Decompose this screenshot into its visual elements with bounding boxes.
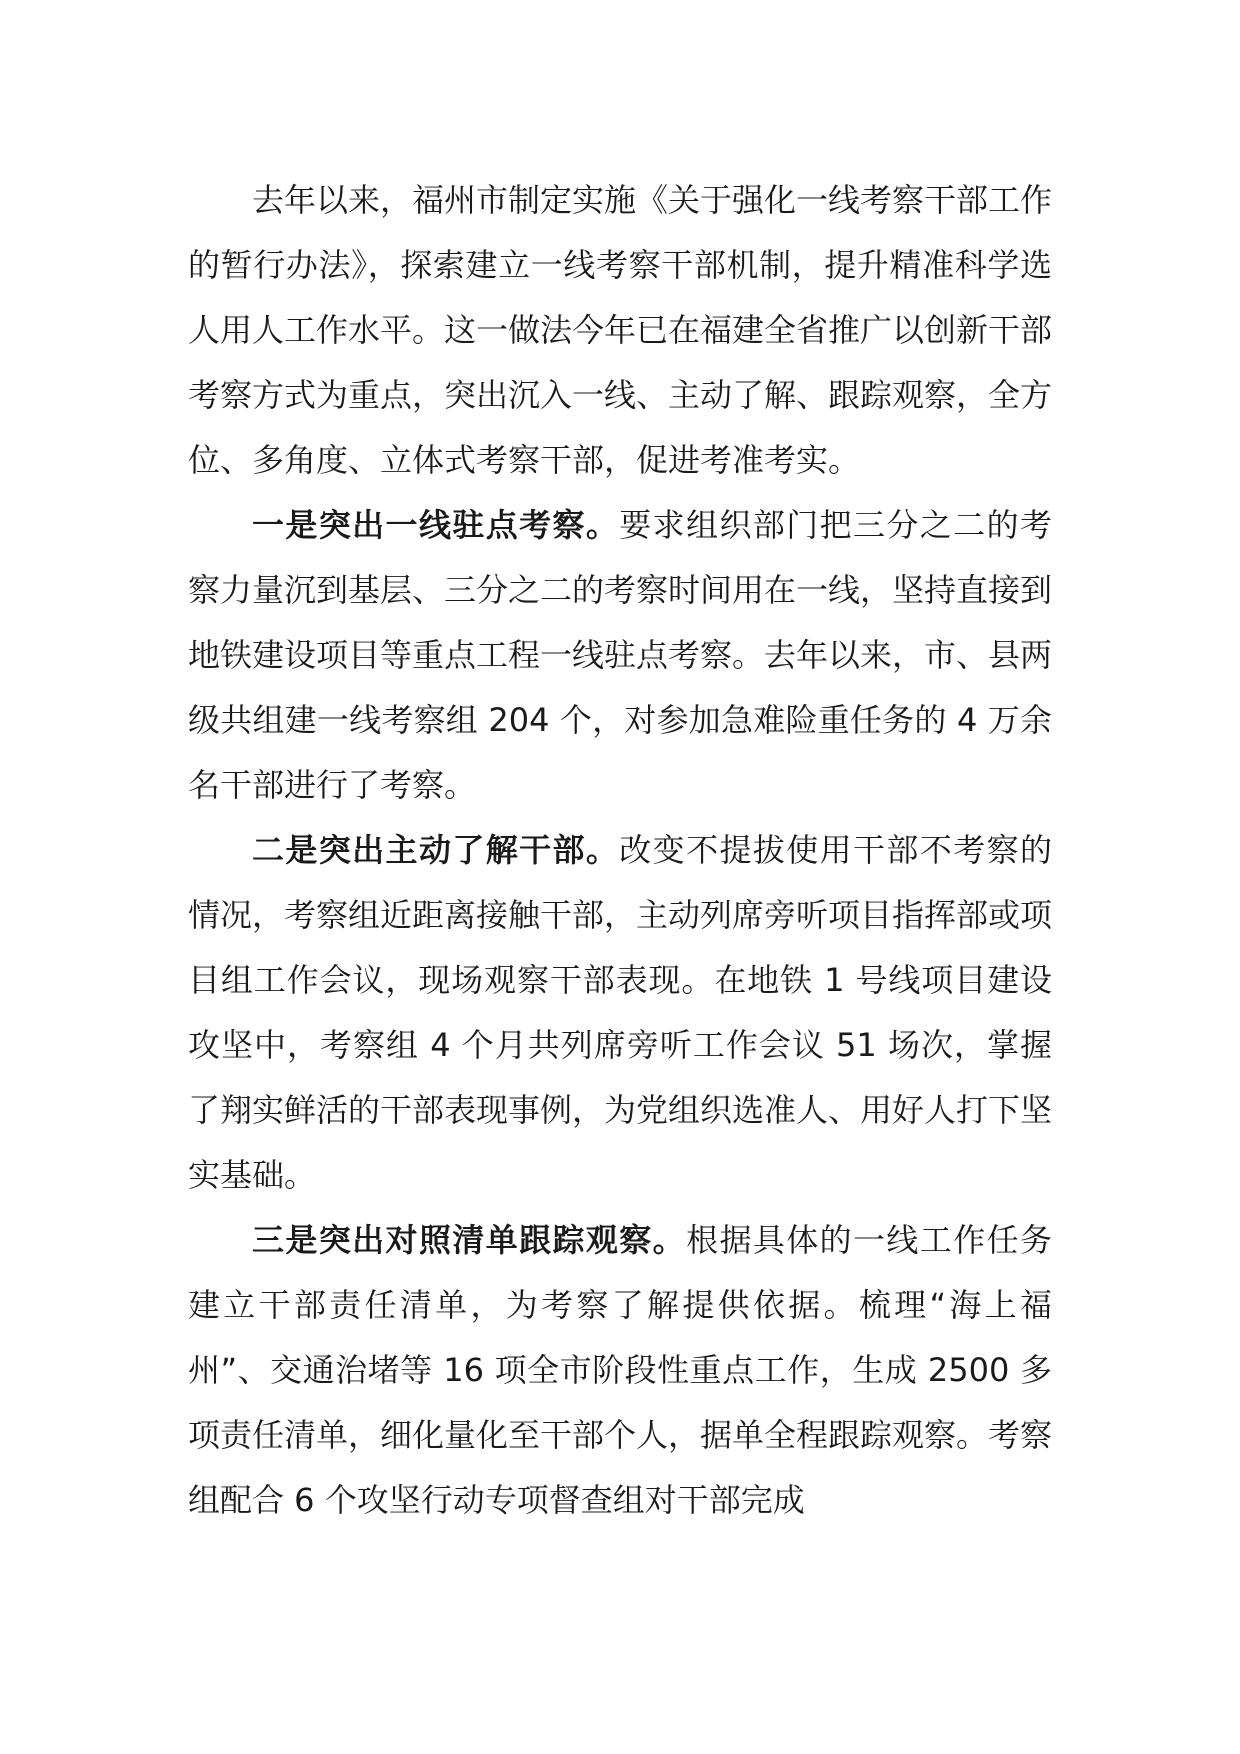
- paragraph-point-one-heading: 一是突出一线驻点考察。: [252, 506, 620, 544]
- paragraph-point-one: [188, 493, 1052, 818]
- paragraph-point-two-heading: 二是突出主动了解干部。: [252, 831, 620, 869]
- paragraph-point-one-text: 要求组织部门把三分之二的考察力量沉到基层、三分之二的考察时间用在一线，坚持直接到地铁建设项目等重点工程一线驻点考察。去年以来，市、县两级共组建一线考察组 204 个，对参加急难险重任务的 4 万余名干部进行了考察。: [188, 506, 1053, 804]
- paragraph-point-two-text: 改变不提拔使用干部不考察的情况，考察组近距离接触干部，主动列席旁听项目指挥部或项目组工作会议，现场观察干部表现。在地铁 1 号线项目建设攻坚中，考察组 4 个月共列席旁听工作会议 51 场次，掌握了翔实鲜活的干部表现事例，为党组织选准人、用好人打下坚实基础。: [188, 831, 1053, 1194]
- paragraph-point-three-text: 根据具体的一线工作任务建立干部责任清单，为考察了解提供依据。梳理“海上福州”、交通治堵等 16 项全市阶段性重点工作，生成 2500 多项责任清单，细化量化至干部个人，据单全程跟踪观察。考察组配合 6 个攻坚行动专项督查组对干部完成: [188, 1221, 1053, 1519]
- paragraph-point-three-heading: 三是突出对照清单跟踪观察。: [252, 1221, 687, 1259]
- paragraph-point-two: [188, 818, 1052, 1208]
- paragraph-intro: [188, 168, 1052, 493]
- document-body: [188, 168, 1052, 1533]
- paragraph-intro-text: 去年以来，福州市制定实施《关于强化一线考察干部工作的暂行办法》，探索建立一线考察干部机制，提升精准科学选人用人工作水平。这一做法今年已在福建全省推广以创新干部考察方式为重点，突出沉入一线、主动了解、跟踪观察，全方位、多角度、立体式考察干部，促进考准考实。: [188, 181, 1053, 479]
- paragraph-point-three: [188, 1208, 1052, 1533]
